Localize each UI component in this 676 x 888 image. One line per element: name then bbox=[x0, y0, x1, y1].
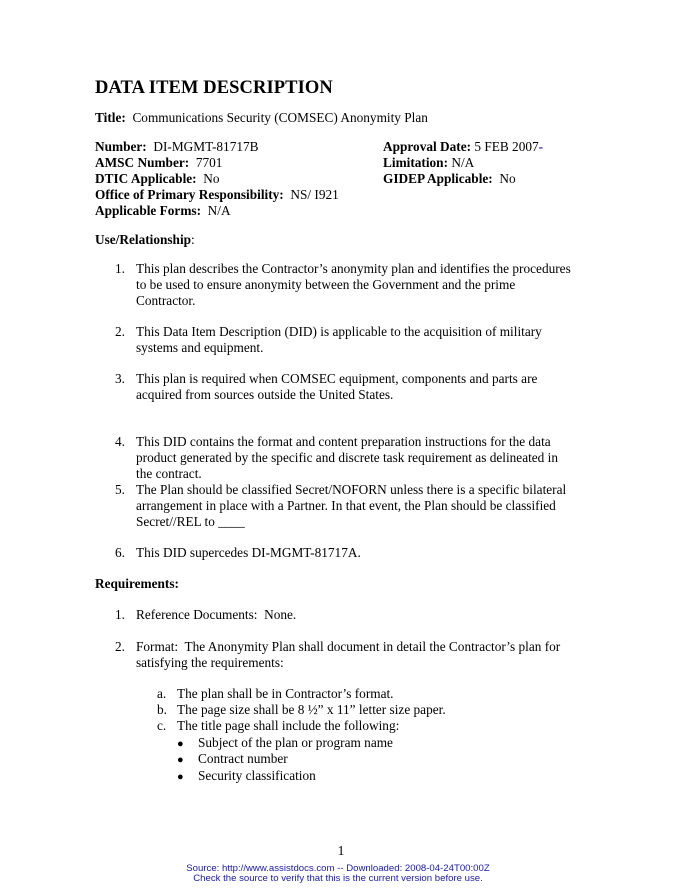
opr-label: Office of Primary Responsibility: bbox=[95, 187, 284, 202]
footer-verify-line: Check the source to verify that this is the current version before use. bbox=[193, 873, 483, 884]
gidep-field bbox=[383, 171, 516, 187]
forms-field bbox=[95, 203, 231, 219]
title-value: Communications Security (COMSEC) Anonymity Plan bbox=[132, 110, 428, 125]
sub-item-label: a. bbox=[157, 686, 167, 701]
sub-item-text: The title page shall include the following: bbox=[177, 718, 400, 733]
list-item-number: 6. bbox=[115, 545, 125, 560]
bullet-text: Contract number bbox=[198, 751, 288, 766]
amsc-field bbox=[95, 155, 222, 171]
approval-label: Approval Date: bbox=[383, 139, 472, 154]
bullet-text: Subject of the plan or program name bbox=[198, 735, 393, 750]
bullet-icon: ● bbox=[177, 771, 184, 783]
gidep-label: GIDEP Applicable: bbox=[383, 171, 493, 186]
dtic-label: DTIC Applicable: bbox=[95, 171, 197, 186]
amsc-value: 7701 bbox=[195, 155, 223, 170]
title-line bbox=[95, 110, 428, 126]
opr-field bbox=[95, 187, 339, 203]
list-item-text: This DID contains the format and content preparation instructions for the data product generated by the specific and discrete task requirement as delineated in the contract. bbox=[136, 434, 559, 481]
number-field bbox=[95, 139, 259, 155]
list-item-number: 5. bbox=[115, 482, 125, 497]
list-item-text: The Plan should be classified Secret/NOFORN unless there is a specific bilateral arrangement in place with a Partner. In that event, the Plan should be classified Secret//REL to ____ bbox=[136, 482, 567, 529]
list-item-number: 4. bbox=[115, 434, 125, 449]
list-item-text: This plan is required when COMSEC equipment, components and parts are acquired from sources outside the United States. bbox=[136, 371, 538, 402]
page-number: 1 bbox=[337, 843, 345, 858]
number-value: DI-MGMT-81717B bbox=[153, 139, 259, 154]
approval-dash: - bbox=[538, 139, 544, 154]
limitation-field bbox=[383, 155, 474, 171]
sub-item-label: c. bbox=[157, 718, 167, 733]
approval-value: 5 FEB 2007 bbox=[474, 139, 539, 154]
use-relationship-colon: : bbox=[191, 232, 195, 247]
title-label: Title: bbox=[95, 110, 126, 125]
number-label: Number: bbox=[95, 139, 147, 154]
forms-label: Applicable Forms: bbox=[95, 203, 201, 218]
list-item-number: 2. bbox=[115, 639, 125, 654]
list-item-text: This plan describes the Contractor’s anonymity plan and identifies the procedures to be used to ensure anonymity between the Government and the prime Contractor. bbox=[136, 261, 571, 308]
sub-item-text: The plan shall be in Contractor’s format. bbox=[177, 686, 394, 701]
bullet-text: Security classification bbox=[198, 768, 316, 783]
sub-item-label: b. bbox=[157, 702, 167, 717]
amsc-label: AMSC Number: bbox=[95, 155, 190, 170]
forms-value: N/A bbox=[207, 203, 231, 218]
list-item-number: 1. bbox=[115, 261, 125, 276]
list-item-text: This Data Item Description (DID) is applicable to the acquisition of military systems and equipment. bbox=[136, 324, 542, 355]
bullet-icon: ● bbox=[177, 754, 184, 766]
sub-item-text: The page size shall be 8 ½” x 11” letter size paper. bbox=[177, 702, 446, 717]
list-item-number: 3. bbox=[115, 371, 125, 386]
dtic-value: No bbox=[203, 171, 220, 186]
dtic-field bbox=[95, 171, 220, 187]
footer-source-line: Source: http://www.assistdocs.com -- Downloaded: 2008-04-24T00:00Z bbox=[186, 863, 490, 874]
document-heading: DATA ITEM DESCRIPTION bbox=[95, 78, 333, 98]
bullet-icon: ● bbox=[177, 738, 184, 750]
gidep-value: No bbox=[499, 171, 516, 186]
approval-date-field bbox=[383, 139, 543, 155]
list-item-text: This DID supercedes DI-MGMT-81717A. bbox=[136, 545, 361, 560]
limitation-value: N/A bbox=[451, 155, 475, 170]
opr-value: NS/ I921 bbox=[290, 187, 339, 202]
list-item-text: Format: The Anonymity Plan shall document in detail the Contractor’s plan for satisfying the requirements: bbox=[136, 639, 561, 670]
list-item-text: Reference Documents: None. bbox=[136, 607, 297, 622]
list-item-number: 1. bbox=[115, 607, 125, 622]
limitation-label: Limitation: bbox=[383, 155, 449, 170]
use-relationship-heading bbox=[95, 232, 195, 248]
requirements-heading: Requirements: bbox=[95, 576, 179, 591]
use-relationship-label: Use/Relationship bbox=[95, 232, 192, 247]
list-item-number: 2. bbox=[115, 324, 125, 339]
